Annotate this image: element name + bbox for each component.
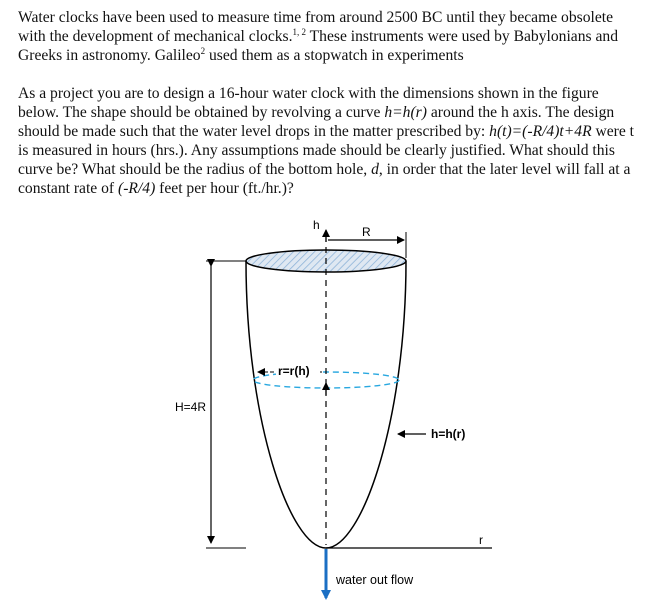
curve-label: h=h(r) bbox=[431, 427, 466, 441]
radius-r-label: r=r(h) bbox=[278, 364, 310, 378]
height-label: H=4R bbox=[175, 400, 207, 414]
radius-R-label: R bbox=[362, 225, 371, 239]
level-equation: h(t)=(-R/4)t+4R bbox=[489, 123, 592, 140]
outflow-label: water out flow bbox=[336, 573, 414, 587]
intro-paragraph: Water clocks have been used to measure time from around 2500 BC until they became obsolete with the development of mechanical clocks.$^{1, 2}$ These instruments were used by Babylonians and Greeks in astronomy. Galileo$^2$ used them as a stopwatch in experiments bbox=[18, 9, 618, 64]
curve-expression: h=h(r) bbox=[384, 104, 427, 121]
footnote-ref-2: 2 bbox=[200, 46, 206, 56]
h-axis-label: h bbox=[313, 218, 320, 232]
rate-expression: (-R/4) bbox=[118, 180, 156, 197]
project-paragraph: As a project you are to design a 16-hour water clock with the dimensions shown in the figure below. The shape should be obtained by revolving a curve h=h(r) around the h axis. The design should be made such that the water level drops in the matter prescribed by: h(t)=(-R/4)t+4R were t is measured in hours (hrs.). Any assumptions made should be clearly justified. What should this curve be? What should be the radius of the bottom hole, d, in order that the later level will fall at a constant rate of (-R/4) feet per hour (ft./hr.)? bbox=[18, 85, 635, 197]
r-axis-label: r bbox=[479, 533, 483, 547]
footnote-ref-1-2: 1, 2 bbox=[292, 27, 307, 37]
hole-variable: d bbox=[371, 161, 379, 178]
